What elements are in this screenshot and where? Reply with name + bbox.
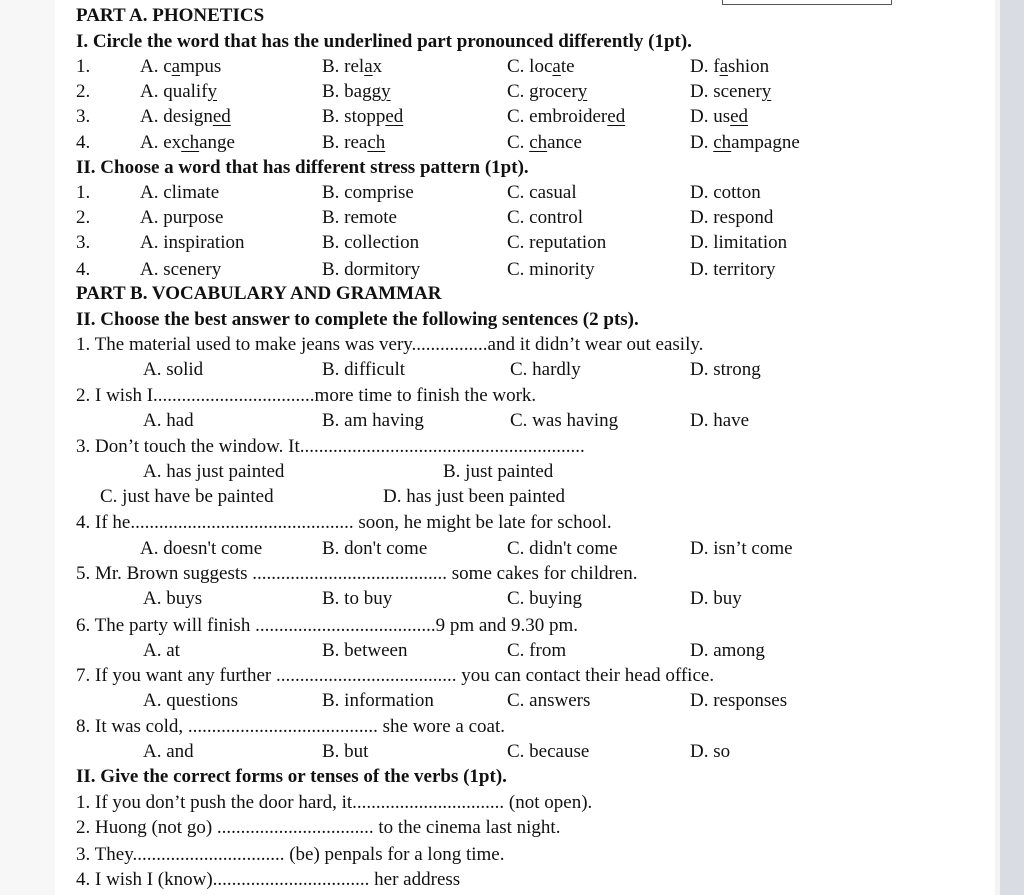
option-a: A. doesn't come bbox=[140, 538, 263, 559]
underlined-part: ed bbox=[212, 106, 231, 127]
underlined-part: ed bbox=[385, 106, 404, 127]
option-a: A. qualify bbox=[140, 81, 218, 102]
underlined-part: y bbox=[207, 81, 218, 102]
option-b: B. reach bbox=[322, 132, 386, 153]
option-a: A. solid bbox=[143, 359, 204, 380]
option-d: D. so bbox=[690, 741, 731, 762]
option-a: A. scenery bbox=[140, 259, 222, 280]
option-b: B. to buy bbox=[322, 588, 393, 609]
underlined-part: ch bbox=[181, 132, 200, 153]
option-b: B. difficult bbox=[322, 359, 406, 380]
option-a: A. campus bbox=[140, 56, 222, 77]
part-a-title: PART A. PHONETICS bbox=[76, 5, 265, 26]
option-c: C. from bbox=[507, 640, 567, 661]
option-a: A. purpose bbox=[140, 207, 224, 228]
option-c: C. hardly bbox=[510, 359, 581, 380]
underlined-part: a bbox=[719, 56, 728, 77]
option-a: A. exchange bbox=[140, 132, 235, 153]
option-c: C. minority bbox=[507, 259, 595, 280]
question-number: 1. bbox=[76, 56, 91, 77]
option-b: B. information bbox=[322, 690, 434, 711]
option-b: B. stopped bbox=[322, 106, 404, 127]
option-b: B. between bbox=[322, 640, 408, 661]
option-c: C. was having bbox=[510, 410, 619, 431]
question-number: 3. bbox=[76, 106, 91, 127]
question-number: 2. bbox=[76, 207, 91, 228]
option-a: A. has just painted bbox=[143, 461, 285, 482]
option-d: D. responses bbox=[690, 690, 788, 711]
question-stem: 6. The party will finish ......................................9 pm and 9.30 pm. bbox=[76, 615, 579, 636]
option-c: C. control bbox=[507, 207, 583, 228]
verb-item: 4. I wish I (know)................................. her address bbox=[76, 869, 461, 890]
option-a: A. designed bbox=[140, 106, 231, 127]
option-a: A. at bbox=[143, 640, 180, 661]
option-a: A. climate bbox=[140, 182, 220, 203]
option-d: D. used bbox=[690, 106, 749, 127]
option-c: C. because bbox=[507, 741, 590, 762]
underlined-part: y bbox=[381, 81, 391, 102]
option-d: D. limitation bbox=[690, 232, 788, 253]
option-d: D. respond bbox=[690, 207, 774, 228]
question-stem: 8. It was cold, ........................................ she wore a coat. bbox=[76, 716, 506, 737]
option-a: A. inspiration bbox=[140, 232, 245, 253]
option-c: C. casual bbox=[507, 182, 577, 203]
option-d: D. fashion bbox=[690, 56, 770, 77]
underlined-part: a bbox=[552, 56, 561, 77]
option-b: B. just painted bbox=[443, 461, 554, 482]
option-d: D. cotton bbox=[690, 182, 761, 203]
option-c: C. didn't come bbox=[507, 538, 618, 559]
verb-item: 3. They................................ (be) penpals for a long time. bbox=[76, 844, 505, 865]
right-scroll-strip[interactable] bbox=[1000, 0, 1024, 895]
option-b: B. don't come bbox=[322, 538, 428, 559]
option-d: D. champagne bbox=[690, 132, 800, 153]
question-stem: 4. If he............................................... soon, he might be late for school. bbox=[76, 512, 612, 533]
option-c: C. locate bbox=[507, 56, 575, 77]
option-c: C. embroidered bbox=[507, 106, 626, 127]
option-d: D. among bbox=[690, 640, 765, 661]
option-b: B. comprise bbox=[322, 182, 414, 203]
option-c: C. reputation bbox=[507, 232, 607, 253]
question-stem: 7. If you want any further ...................................... you can contact their head office. bbox=[76, 665, 715, 686]
question-stem: 2. I wish I..................................more time to finish the work. bbox=[76, 385, 537, 406]
question-number: 4. bbox=[76, 259, 91, 280]
option-c: C. answers bbox=[507, 690, 591, 711]
option-a: A. questions bbox=[143, 690, 238, 711]
option-d: D. scenery bbox=[690, 81, 772, 102]
option-d: D. has just been painted bbox=[383, 486, 566, 507]
option-d: D. strong bbox=[690, 359, 761, 380]
header-box bbox=[722, 0, 892, 5]
option-c: C. grocery bbox=[507, 81, 588, 102]
option-b: B. collection bbox=[322, 232, 420, 253]
question-number: 4. bbox=[76, 132, 91, 153]
underlined-part: ed bbox=[730, 106, 749, 127]
underlined-part: ch bbox=[713, 132, 732, 153]
option-d: D. buy bbox=[690, 588, 742, 609]
question-number: 2. bbox=[76, 81, 91, 102]
verb-item: 1. If you don’t push the door hard, it................................ (not open). bbox=[76, 792, 593, 813]
part-b-title: PART B. VOCABULARY AND GRAMMAR bbox=[76, 283, 442, 304]
option-d: D. isn’t come bbox=[690, 538, 793, 559]
option-c: C. chance bbox=[507, 132, 582, 153]
option-b: B. remote bbox=[322, 207, 397, 228]
option-b: B. relax bbox=[322, 56, 383, 77]
option-b: B. baggy bbox=[322, 81, 391, 102]
question-number: 1. bbox=[76, 182, 91, 203]
question-stem: 3. Don’t touch the window. It............................................................ bbox=[76, 436, 585, 457]
left-margin bbox=[0, 0, 55, 895]
option-b: B. am having bbox=[322, 410, 424, 431]
option-c: C. just have be painted bbox=[100, 486, 274, 507]
grammar-section-title: II. Choose the best answer to complete the following sentences (2 pts). bbox=[76, 309, 639, 330]
verb-forms-section-title: II. Give the correct forms or tenses of the verbs (1pt). bbox=[76, 766, 507, 787]
option-b: B. but bbox=[322, 741, 369, 762]
underlined-part: a bbox=[364, 56, 373, 77]
underlined-part: a bbox=[171, 56, 181, 77]
underlined-part: ch bbox=[529, 132, 548, 153]
underlined-part: ed bbox=[607, 106, 626, 127]
phonetics-section-title: I. Circle the word that has the underlined part pronounced differently (1pt). bbox=[76, 31, 692, 52]
option-b: B. dormitory bbox=[322, 259, 421, 280]
option-a: A. had bbox=[143, 410, 194, 431]
option-a: A. buys bbox=[143, 588, 203, 609]
option-d: D. have bbox=[690, 410, 750, 431]
underlined-part: ch bbox=[367, 132, 386, 153]
question-number: 3. bbox=[76, 232, 91, 253]
option-d: D. territory bbox=[690, 259, 776, 280]
question-stem: 1. The material used to make jeans was very................and it didn’t wear out easily. bbox=[76, 334, 704, 355]
option-a: A. and bbox=[143, 741, 194, 762]
stress-section-title: II. Choose a word that has different stress pattern (1pt). bbox=[76, 157, 529, 178]
verb-item: 2. Huong (not go) ................................. to the cinema last night. bbox=[76, 817, 561, 838]
underlined-part: y bbox=[577, 81, 588, 102]
option-c: C. buying bbox=[507, 588, 582, 609]
question-stem: 5. Mr. Brown suggests ......................................... some cakes for children. bbox=[76, 563, 638, 584]
underlined-part: y bbox=[761, 81, 772, 102]
